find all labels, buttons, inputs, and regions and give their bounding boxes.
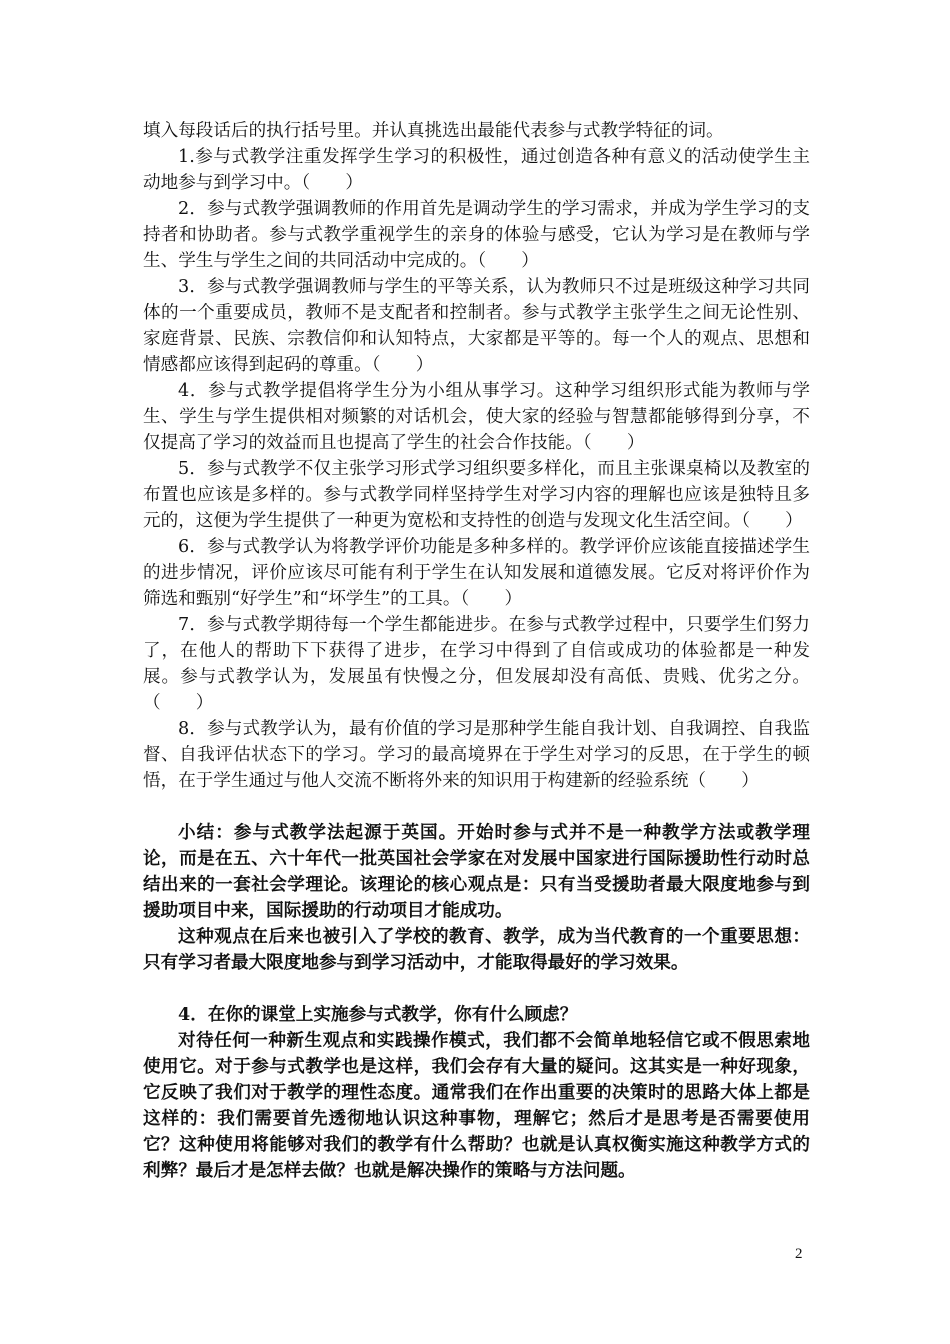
document-body xyxy=(143,118,810,1184)
list-item: 5．参与式教学不仅主张学习形式学习组织要多样化，而且主张课桌椅以及教室的布置也应该是多样的。参与式教学同样坚持学生对学习内容的理解也应该是独特且多元的，这便为学生提供了一种更为宽松和支持性的创造与发现文化生活空间。（ ） xyxy=(143,459,810,531)
summary-paragraph: 小结：参与式教学法起源于英国。开始时参与式并不是一种教学方法或教学理论，而是在五、六十年代一批英国社会学家在对发展中国家进行国际援助性行动时总结出来的一套社会学理论。该理论的核心观点是：只有当受援助者最大限度地参与到援助项目中来，国际援助的行动项目才能成功。 xyxy=(143,822,810,921)
spacer xyxy=(143,794,810,820)
list-item: 2．参与式教学强调教师的作用首先是调动学生的学习需求，并成为学生学习的支持者和协助者。参与式教学重视学生的亲身的体验与感受，它认为学习是在教师与学生、学生与学生之间的共同活动中完成的。（ ） xyxy=(143,199,810,271)
summary-paragraph: 这种观点在后来也被引入了学校的教育、教学，成为当代教育的一个重要思想：只有学习者最大限度地参与到学习活动中，才能取得最好的学习效果。 xyxy=(143,926,810,973)
section-heading: 4．在你的课堂上实施参与式教学，你有什么顾虑？ xyxy=(178,1004,578,1025)
list-item: 4．参与式教学提倡将学生分为小组从事学习。这种学习组织形式能为教师与学生、学生与学生提供相对频繁的对话机会，使大家的经验与智慧都能够得到分享，不仅提高了学习的效益而且也提高了学生的社会合作技能。（ ） xyxy=(143,381,810,453)
list-item: 1.参与式教学注重发挥学生学习的积极性，通过创造各种有意义的活动使学生主动地参与到学习中。（ ） xyxy=(143,147,810,193)
list-item: 7．参与式教学期待每一个学生都能进步。在参与式教学过程中，只要学生们努力了，在他人的帮助下下获得了进步，在学习中得到了自信或成功的体验都是一种发展。参与式教学认为，发展虽有快慢之分，但发展却没有高低、贵贱、优劣之分。（ ） xyxy=(143,615,810,713)
section-body: 对待任何一种新生观点和实践操作模式，我们都不会简单地轻信它或不假思索地使用它。对于参与式教学也是这样，我们会存有大量的疑问。这其实是一种好现象，它反映了我们对于教学的理性态度。通常我们在作出重要的决策时的思路大体上都是这样的：我们需要首先透彻地认识这种事物，理解它；然后才是思考是否需要使用它？这种使用将能够对我们的教学有什么帮助？也就是认真权衡实施这种教学方式的利弊？最后才是怎样去做？也就是解决操作的策略与方法问题。 xyxy=(143,1030,810,1181)
list-item: 3．参与式教学强调教师与学生的平等关系，认为教师只不过是班级这种学习共同体的一个重要成员，教师不是支配者和控制者。参与式教学主张学生之间无论性别、家庭背景、民族、宗教信仰和认知特点，大家都是平等的。每一个人的观点、思想和情感都应该得到起码的尊重。（ ） xyxy=(143,277,810,375)
list-item: 8．参与式教学认为，最有价值的学习是那种学生能自我计划、自我调控、自我监督、自我评估状态下的学习。学习的最高境界在于学生对学习的反思，在于学生的顿悟，在于学生通过与他人交流不断将外来的知识用于构建新的经验系统（ ） xyxy=(143,719,810,791)
list-item: 6．参与式教学认为将教学评价功能是多种多样的。教学评价应该能直接描述学生的进步情况，评价应该尽可能有利于学生在认知发展和道德发展。它反对将评价作为筛选和甄别“好学生”和“坏学生”的工具。（ ） xyxy=(143,537,810,609)
page-number: 2 xyxy=(795,1246,803,1262)
spacer xyxy=(143,976,810,1002)
intro-line: 填入每段话后的执行括号里。并认真挑选出最能代表参与式教学特征的词。 xyxy=(143,121,724,141)
